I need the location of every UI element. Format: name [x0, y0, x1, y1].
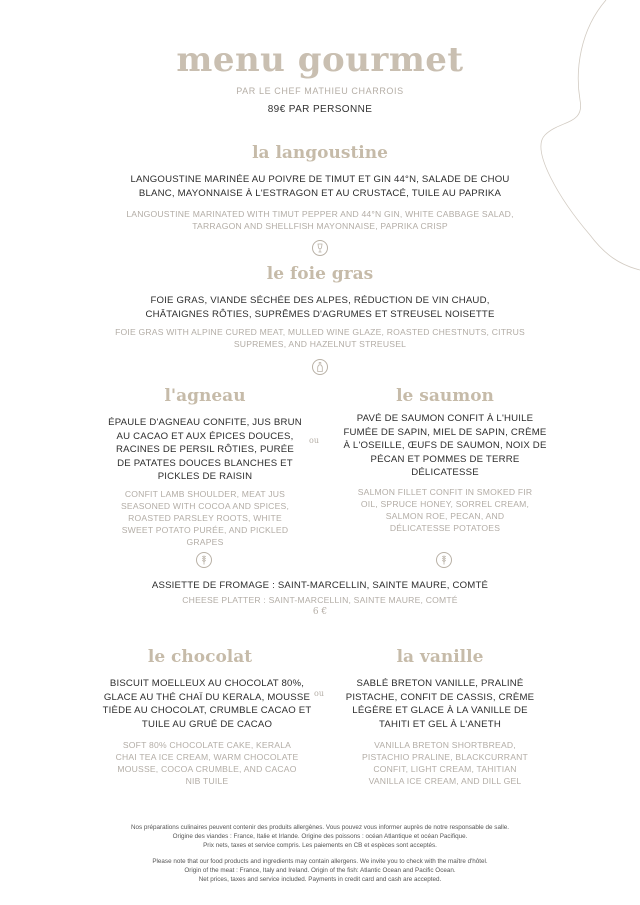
menu-price: 89€ PAR PERSONNE — [267, 104, 373, 115]
cheese-en: CHEESE PLATTER : SAINT-MARCELLIN, SAINTE MAURE, COMTÉ — [182, 595, 458, 605]
wheat-icon — [436, 552, 452, 568]
course-fr-chocolat: BISCUIT MOELLEUX AU CHOCOLAT 80%, GLACE AU THÉ CHAÏ DU KERALA, MOUSSE TIÈDE AU CHOCOLAT, CRUMBLE CACAO ET TUILE AU GRUÉ DE CACAO — [102, 678, 312, 730]
course-en-agneau: CONFIT LAMB SHOULDER, MEAT JUS SEASONED WITH COCOA AND SPICES, ROASTED PARSLEY ROOTS, WHITE SWEET POTATO PURÉE, AND PICKLED GRAPES — [120, 489, 290, 547]
course-fr-saumon: PAVÉ DE SAUMON CONFIT À L'HUILE FUMÉE DE SAPIN, MIEL DE SAPIN, CRÈME À L'OSEILLE, ŒUFS DE SAUMON, NOIX DE PÉCAN ET POMMES DE TERRE DÉLICATESSE — [343, 413, 547, 478]
footer-fr-prices: Prix nets, taxes et service compris. Les paiements en CB et espèces sont acceptés. — [203, 842, 437, 849]
course-fr-agneau: ÉPAULE D'AGNEAU CONFITE, JUS BRUN AU CACAO ET AUX ÉPICES DOUCES, RACINES DE PERSIL RÔTIES, PURÉE DE PATATES DOUCES BLANCHES ET PICKLES DE RAISIN — [108, 417, 302, 482]
course-en-vanille: VANILLA BRETON SHORTBREAD, PISTACHIO PRALINE, BLACKCURRANT CONFIT, LIGHT CREAM, TAHITIAN VANILLA ICE CREAM, AND DILL GEL — [361, 740, 528, 786]
footer-fr-allergens: Nos préparations culinaires peuvent contenir des produits allergènes. Vous pouvez vous informer auprès de notre responsable de salle. — [130, 824, 510, 831]
course-title-foie-gras: le foie gras — [266, 264, 374, 284]
course-en-saumon: SALMON FILLET CONFIT IN SMOKED FIR OIL, SPRUCE HONEY, SORREL CREAM, SALMON ROE, PECAN, AND DÉLICATESSE POTATOES — [357, 487, 533, 533]
wheat-icon — [196, 552, 212, 568]
course-fr-langoustine: LANGOUSTINE MARINÉE AU POIVRE DE TIMUT ET GIN 44°N, SALADE DE CHOU BLANC, MAYONNAISE À L'ESTRAGON ET AU CRUSTACÉ, TUILE AU PAPRIKA — [130, 174, 510, 199]
course-title-langoustine: la langoustine — [252, 143, 388, 163]
course-fr-foie-gras: FOIE GRAS, VIANDE SÉCHÉE DES ALPES, RÉDUCTION DE VIN CHAUD, CHÂTAIGNES RÔTIES, SUPRÊMES D'AGRUMES ET STREUSEL NOISETTE — [145, 295, 495, 320]
or-separator: ou — [309, 436, 319, 445]
or-separator: ou — [314, 689, 324, 698]
footer-en-origin: Origin of the meat : France, Italy and Ireland. Origin of the fish: Atlantic Ocean and Pacific Ocean. — [184, 867, 456, 874]
course-en-langoustine: LANGOUSTINE MARINATED WITH TIMUT PEPPER AND 44°N GIN, WHITE CABBAGE SALAD, TARRAGON AND SHELLFISH MAYONNAISE, PAPRIKA CRISP — [126, 209, 514, 231]
footer-en-prices: Net prices, taxes and service included. Payments in credit card and cash are accepted. — [198, 876, 442, 883]
course-title-agneau: l'agneau — [164, 386, 246, 406]
course-en-foie-gras: FOIE GRAS WITH ALPINE CURED MEAT, MULLED WINE GLAZE, ROASTED CHESTNUTS, CITRUS SUPREMES, AND HAZELNUT STREUSEL — [115, 327, 525, 349]
course-fr-vanille: SABLÉ BRETON VANILLE, PRALINÉ PISTACHE, CONFIT DE CASSIS, CRÈME LÉGÈRE ET GLACE À LA VANILLE DE TAHITI ET GEL À L'ANETH — [345, 678, 535, 730]
wine-glass-icon — [312, 240, 328, 256]
cheese-fr: ASSIETTE DE FROMAGE : SAINT-MARCELLIN, SAINTE MAURE, COMTÉ — [151, 580, 489, 591]
course-en-chocolat: SOFT 80% CHOCOLATE CAKE, KERALA CHAI TEA ICE CREAM, WARM CHOCOLATE MOUSSE, COCOA CRUMBLE, AND CACAO NIB TUILE — [115, 740, 299, 786]
chef-name: PAR LE CHEF MATHIEU CHARROIS — [236, 86, 404, 96]
footer-fr-origin: Origine des viandes : France, Italie et Irlande. Origine des poissons : océan Atlantique et océan Pacifique. — [172, 833, 468, 840]
footer-en-allergens: Please note that our food products and ingredients may contain allergens. We invite you to check with the maître d'hôtel. — [152, 858, 488, 865]
course-title-saumon: le saumon — [396, 386, 494, 406]
course-title-chocolat: le chocolat — [147, 647, 253, 667]
course-title-vanille: la vanille — [396, 647, 484, 667]
cheese-price: 6 € — [312, 607, 328, 617]
menu-title: menu gourmet — [176, 40, 464, 80]
bottle-icon — [312, 359, 328, 375]
